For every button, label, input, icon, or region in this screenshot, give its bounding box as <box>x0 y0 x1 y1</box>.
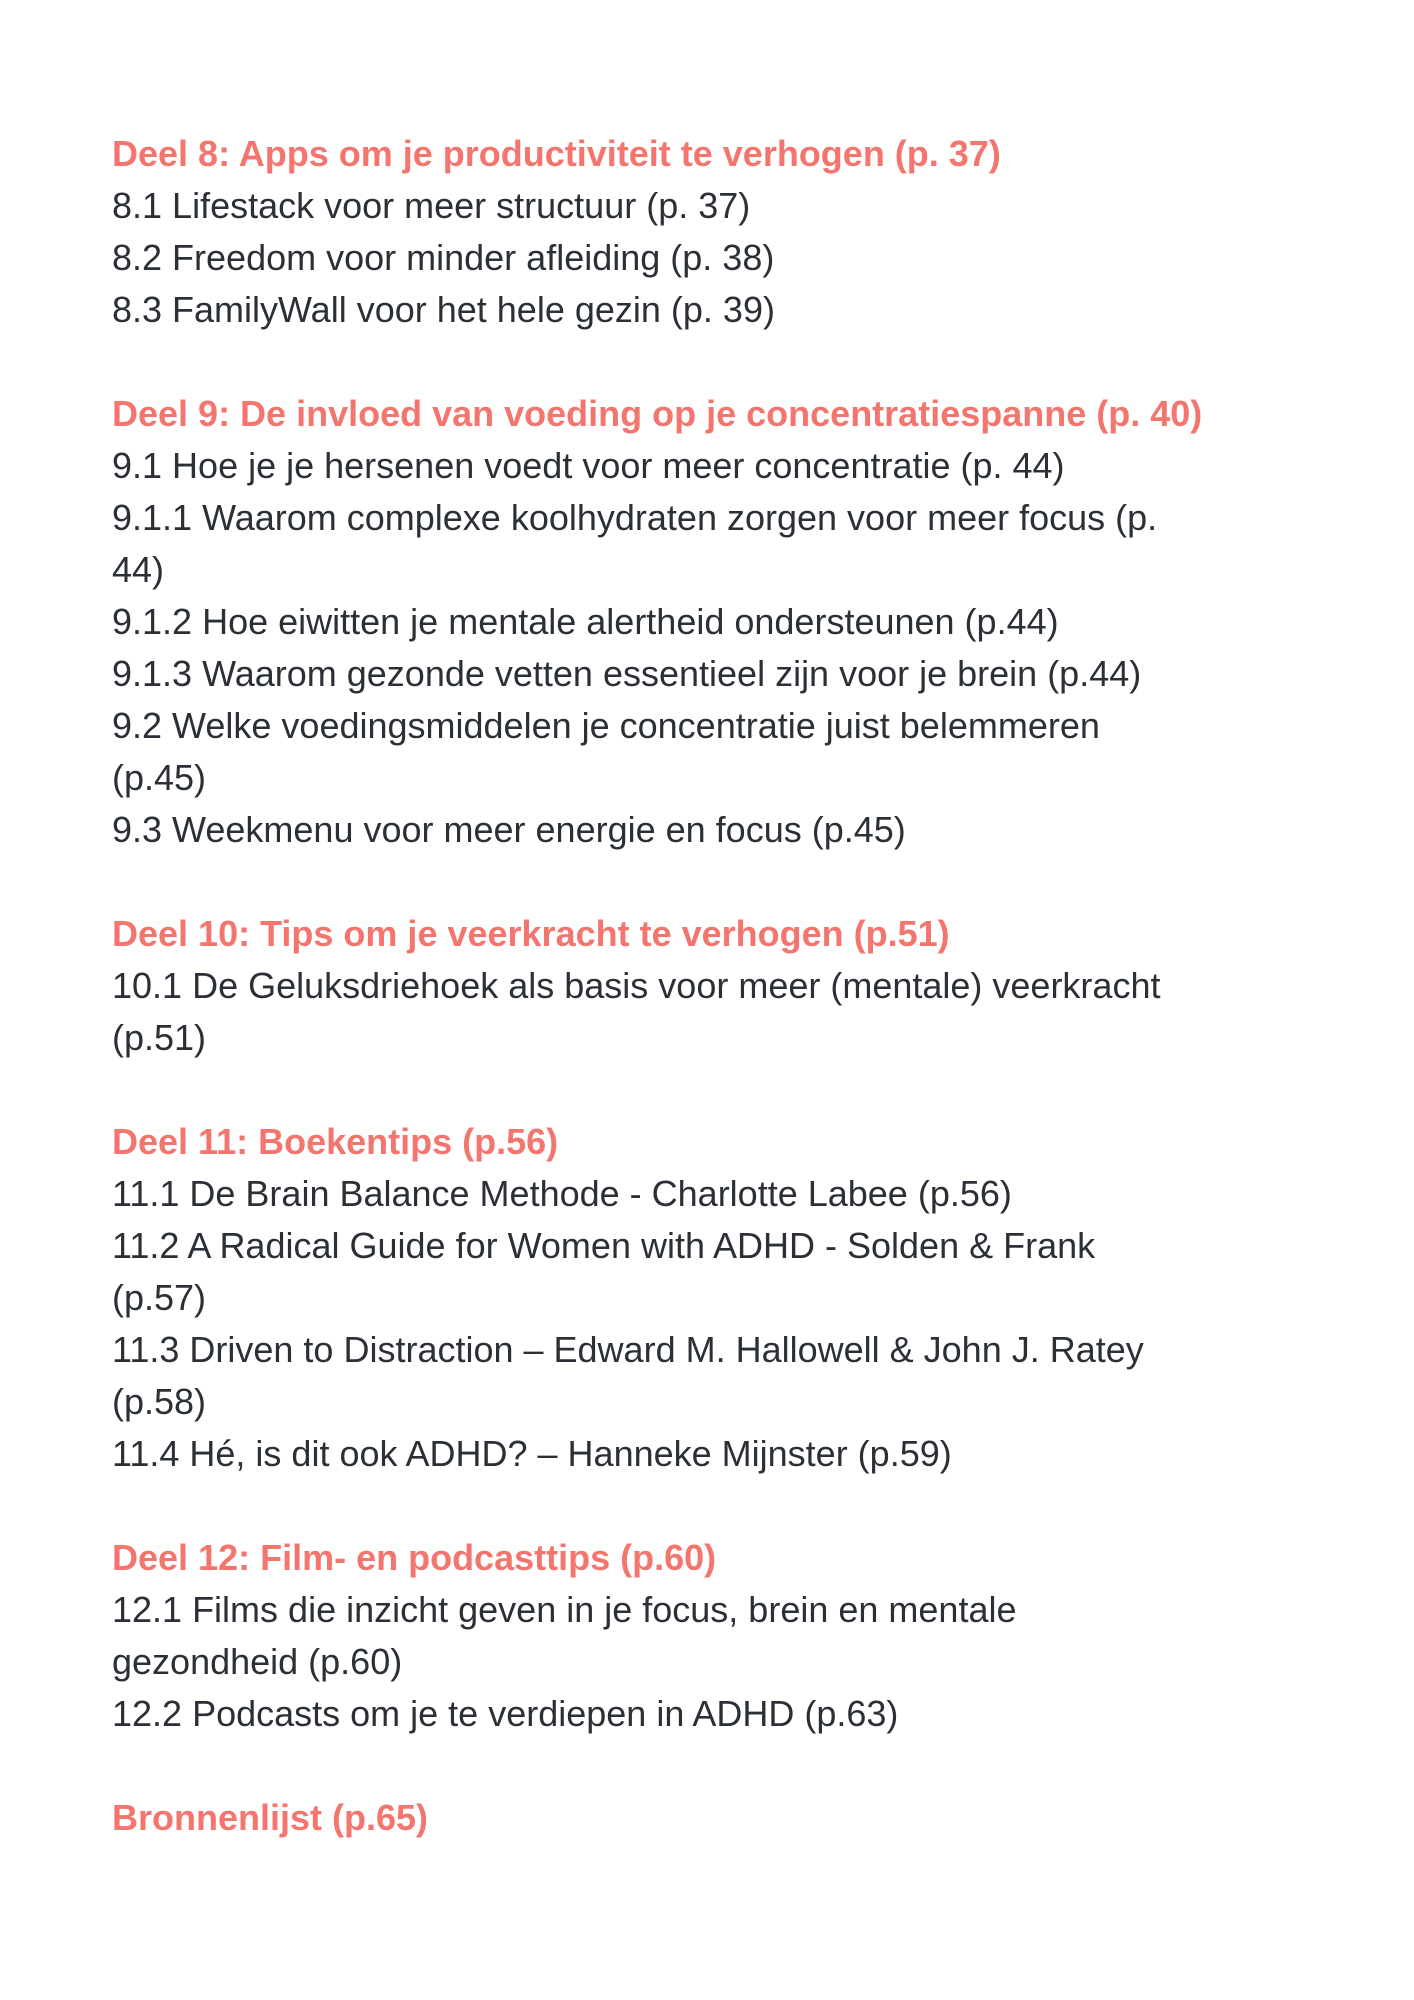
toc-section <box>112 1792 1190 1844</box>
toc-item: 8.2 Freedom voor minder afleiding (p. 38) <box>112 237 775 278</box>
toc-item: 11.1 De Brain Balance Methode - Charlotte Labee (p.56) <box>112 1173 1012 1214</box>
toc-section <box>112 1532 1190 1740</box>
toc-section-heading: Deel 11: Boekentips (p.56) <box>112 1121 559 1162</box>
toc-item: 11.2 A Radical Guide for Women with ADHD - Solden & Frank (p.57) <box>112 1225 1096 1318</box>
toc-section-heading: Deel 8: Apps om je productiviteit te verhogen (p. 37) <box>112 133 1001 174</box>
toc-section-heading: Bronnenlijst (p.65) <box>112 1797 429 1838</box>
toc-item: 9.3 Weekmenu voor meer energie en focus (p.45) <box>112 809 906 850</box>
toc-item: 8.3 FamilyWall voor het hele gezin (p. 39) <box>112 289 775 330</box>
toc-item: 9.2 Welke voedingsmiddelen je concentratie juist belemmeren (p.45) <box>112 705 1100 798</box>
toc-item: 9.1.2 Hoe eiwitten je mentale alertheid ondersteunen (p.44) <box>112 601 1059 642</box>
toc-item: 8.1 Lifestack voor meer structuur (p. 37) <box>112 185 751 226</box>
toc-item: 10.1 De Geluksdriehoek als basis voor meer (mentale) veerkracht (p.51) <box>112 965 1161 1058</box>
toc-section <box>112 388 1203 856</box>
toc-section <box>112 1116 1190 1480</box>
toc-section-heading: Deel 10: Tips om je veerkracht te verhogen (p.51) <box>112 913 950 954</box>
toc-item: 12.2 Podcasts om je te verdiepen in ADHD (p.63) <box>112 1693 899 1734</box>
toc-item: 9.1.1 Waarom complexe koolhydraten zorgen voor meer focus (p. 44) <box>112 497 1158 590</box>
toc-section <box>112 908 1190 1064</box>
toc-item: 12.1 Films die inzicht geven in je focus, brein en mentale gezondheid (p.60) <box>112 1589 1017 1682</box>
toc-item: 11.3 Driven to Distraction – Edward M. Hallowell & John J. Ratey (p.58) <box>112 1329 1144 1422</box>
toc-section-heading: Deel 12: Film- en podcasttips (p.60) <box>112 1537 717 1578</box>
toc-item: 9.1.3 Waarom gezonde vetten essentieel zijn voor je brein (p.44) <box>112 653 1142 694</box>
toc-section-heading: Deel 9: De invloed van voeding op je concentratiespanne (p. 40) <box>112 393 1203 434</box>
toc-item: 9.1 Hoe je je hersenen voedt voor meer concentratie (p. 44) <box>112 445 1065 486</box>
table-of-contents <box>112 128 1203 1844</box>
toc-item: 11.4 Hé, is dit ook ADHD? – Hanneke Mijnster (p.59) <box>112 1433 952 1474</box>
toc-section <box>112 128 1190 336</box>
